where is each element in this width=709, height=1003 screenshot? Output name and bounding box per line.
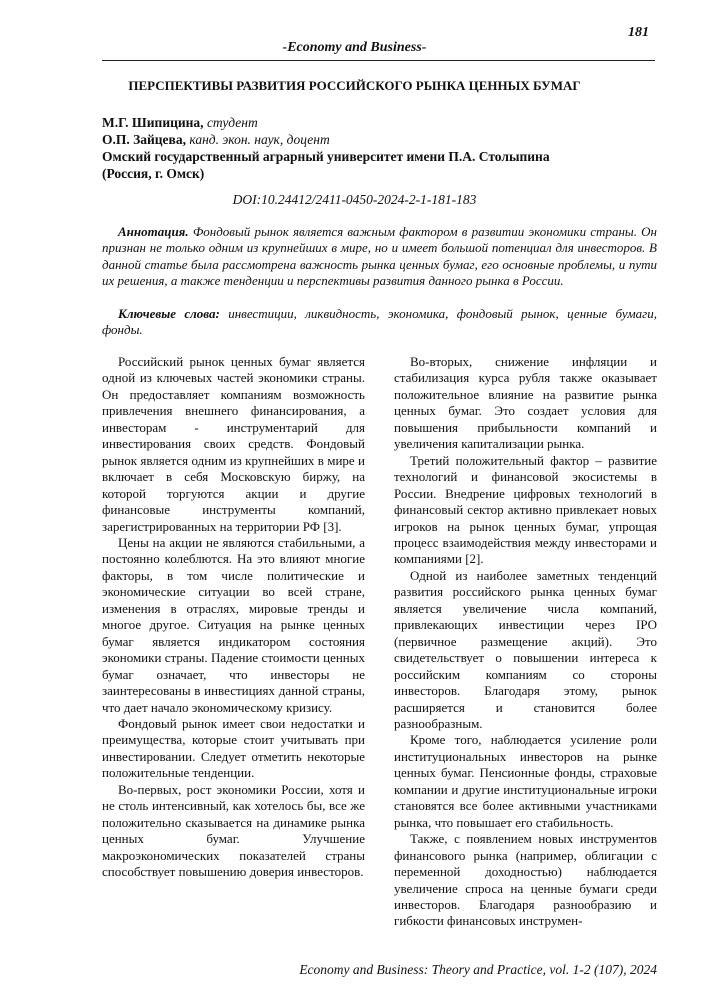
journal-footer: Economy and Business: Theory and Practice, vol. 1-2 (107), 2024	[299, 962, 657, 977]
author-line	[102, 114, 662, 131]
author-role: канд. экон. наук, доцент	[185, 132, 330, 147]
abstract	[102, 224, 657, 289]
body-paragraph: Российский рынок ценных бумаг является одной из ключевых частей экономики страны. Он предоставляет компаниям возможность привлечения внешнего финансирования, а инвесторам - инструментарий для инвестирования своих средств. Фондовый рынок является одним из крупнейших в мире и включает в себя Московскую биржу, на которой торгуются акции и другие финансовые инструменты компаний, зарегистрированных на территории РФ [3].	[102, 354, 365, 534]
body-paragraph: Также, с появлением новых инструментов финансового рынка (например, облигации с переменной доходностью) наблюдается увеличение спроса на ценные бумаги среди инвесторов. Благодаря разнообразию и гибкости финансовых инструмен-	[394, 831, 657, 929]
author-block	[102, 114, 662, 182]
affiliation: Омский государственный аграрный университет имени П.А. Столыпина	[102, 149, 550, 164]
article-title: ПЕРСПЕКТИВЫ РАЗВИТИЯ РОССИЙСКОГО РЫНКА ЦЕННЫХ БУМАГ	[128, 78, 581, 93]
keywords-label: Ключевые слова:	[118, 306, 220, 321]
body-paragraph: Третий положительный фактор – развитие технологий и финансовой экосистемы в России. Внедрение цифровых технологий в финансовый сектор активно привлекает новых игроков на рынок ценных бумаг, упрощая процесс взаимодействия между инвесторами и компаниями [2].	[394, 452, 657, 567]
abstract-label: Аннотация.	[118, 224, 189, 239]
author-name: М.Г. Шипицина,	[102, 115, 204, 130]
running-header: -Economy and Business-	[282, 40, 427, 55]
body-paragraph: Во-первых, рост экономики России, хотя и не столь интенсивный, как хотелось бы, все же положительно сказывается на динамике рынка ценных бумаг. Улучшение макроэкономических показателей страны способствует повышению доверия инвесторов.	[102, 781, 365, 880]
keywords	[102, 306, 657, 339]
body-paragraph: Фондовый рынок имеет свои недостатки и преимущества, которые стоит учитывать при инвестировании. Следует отметить некоторые положительные тенденции.	[102, 715, 365, 781]
body-column-right	[394, 354, 657, 930]
location: (Россия, г. Омск)	[102, 166, 205, 181]
body-paragraph: Цены на акции не являются стабильными, а постоянно колеблются. На это влияют многие факторы, в том числе политические и экономические ситуации во всей стране, изменения в отраслях, мировые тренды и многое другое. Ситуация на рынке ценных бумаг является индикатором состояния экономики страны. Падение стоимости ценных бумаг означает, что инвесторы не заинтересованы в инвестициях данной страны, что дает начало экономическому кризису.	[102, 534, 365, 715]
header-divider	[102, 60, 655, 61]
body-paragraph: Во-вторых, снижение инфляции и стабилизация курса рубля также оказывает положительное влияние на развитие рынка ценных бумаг. Это создает условия для повышения прибыльности компаний и увеличения капитализации рынка.	[394, 354, 657, 452]
page-number: 181	[628, 25, 649, 40]
body-paragraph: Кроме того, наблюдается усиление роли институциональных инвесторов на рынке ценных бумаг. Пенсионные фонды, страховые компании и другие институциональные игроки становятся все более активными участниками рынка, что повышает его стабильность.	[394, 732, 657, 830]
author-name: О.П. Зайцева,	[102, 132, 186, 147]
abstract-text: Фондовый рынок является важным фактором в развитии экономики страны. Он признан не только одним из крупнейших в мире, но и имеет большой потенциал для инвесторов. В данной статье была рассмотрена важность рынка ценных бумаг, его основные проблемы, и пути их решения, а также тенденции и перспективы развития данного рынка в России.	[102, 224, 657, 288]
author-line	[102, 131, 662, 148]
keywords-text: инвестиции, ликвидность, экономика, фондовый рынок, ценные бумаги, фонды.	[102, 306, 657, 338]
author-role: студент	[203, 115, 258, 130]
body-column-left	[102, 354, 365, 881]
doi-link[interactable]: DOI:10.24412/2411-0450-2024-2-1-181-183	[232, 192, 477, 207]
body-paragraph: Одной из наиболее заметных тенденций развития российского рынка ценных бумаг является увеличение числа компаний, привлекающих инвестиции через IPO (первичное размещение акций). Это свидетельствует о повышении интереса к российским компаниям со стороны инвесторов. Благодаря этому, рынок расширяется и становится более разнообразным.	[394, 567, 657, 731]
